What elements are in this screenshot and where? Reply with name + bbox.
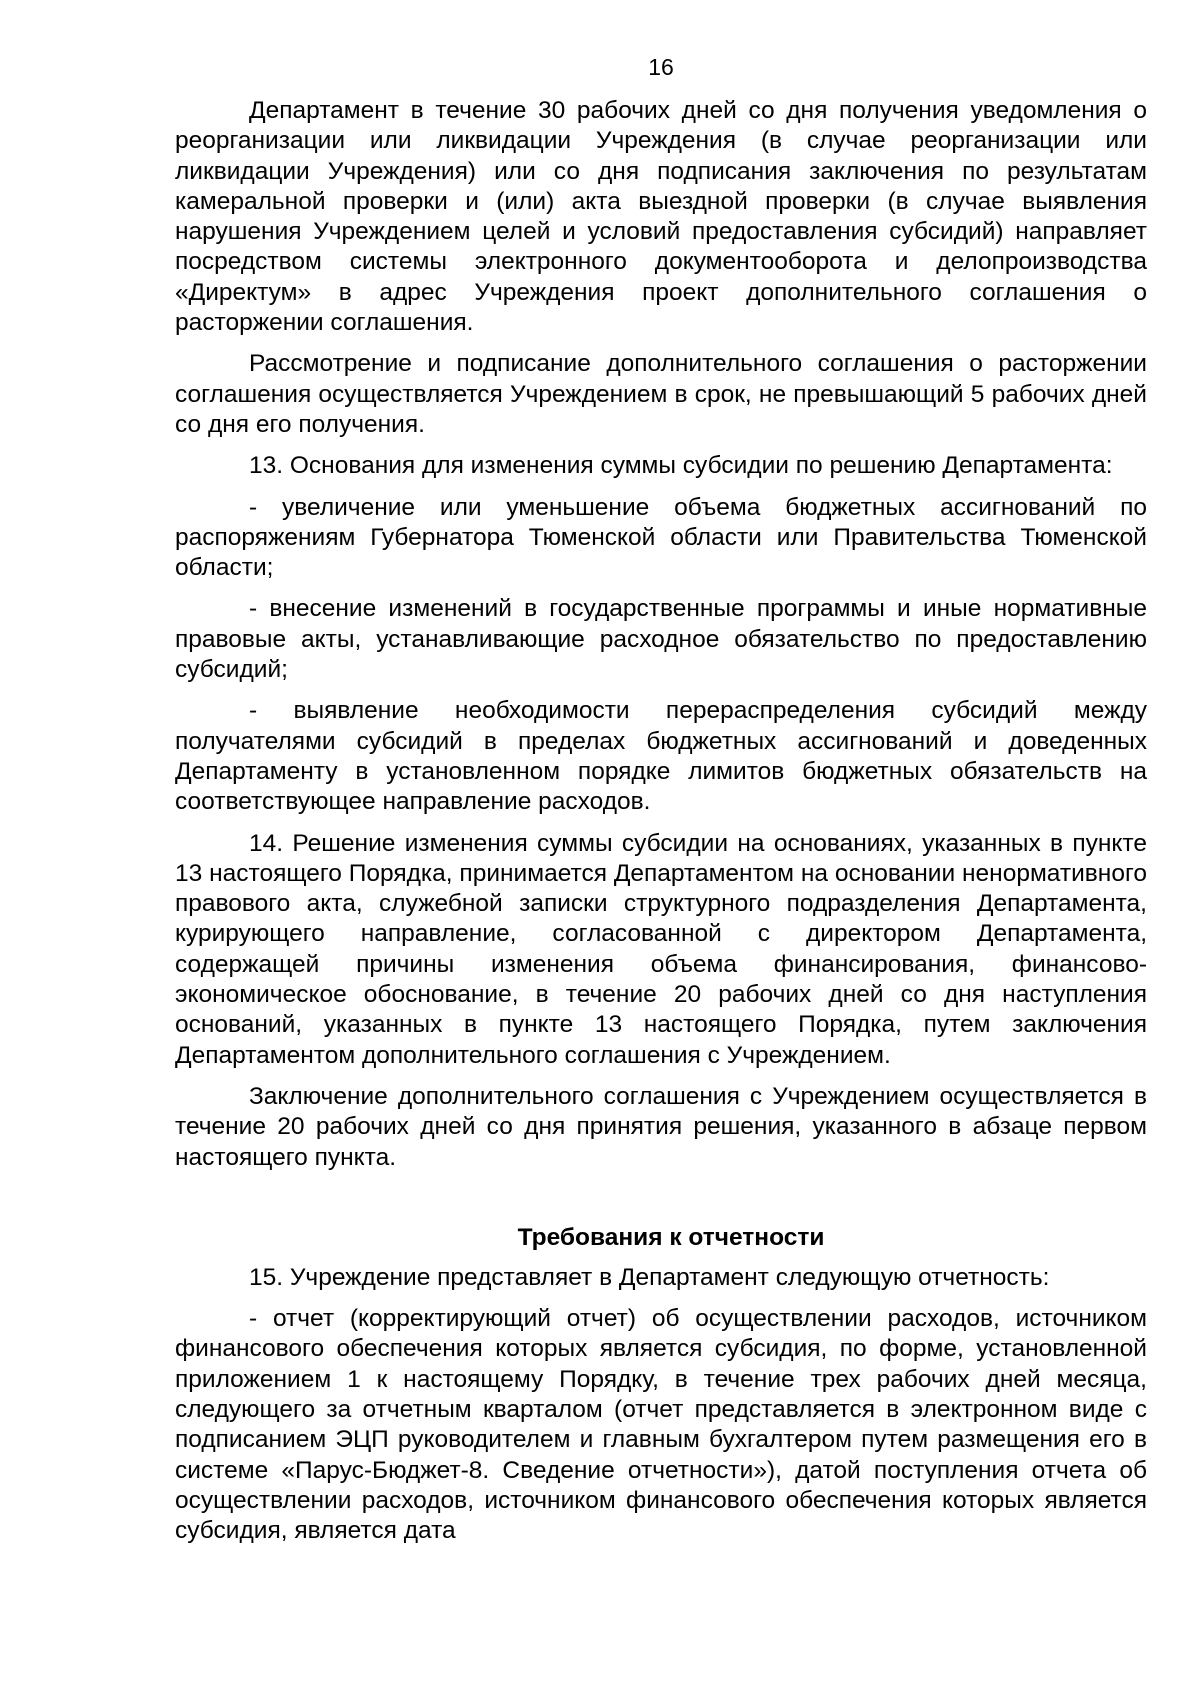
page-number: 16 bbox=[648, 54, 674, 80]
paragraph-item-13-bullet-2: - внесение изменений в государственные программы и иные нормативные правовые акты, устанавливающие расходное обязательство по предоставлению субсидий; bbox=[175, 595, 1147, 684]
document-page bbox=[175, 52, 1147, 1557]
paragraph-item-14-agreement: Заключение дополнительного соглашения с Учреждением осуществляется в течение 20 рабочих дней со дня принятия решения, указанного в абзаце первом настоящего пункта. bbox=[175, 1082, 1147, 1171]
paragraph-item-13-bullet-3: - выявление необходимости перераспределения субсидий между получателями субсидий в пределах бюджетных ассигнований и доведенных Департаменту в установленном порядке лимитов бюджетных обязательств на соответствующее направление расходов. bbox=[175, 697, 1147, 816]
paragraph-item-13-bullet-1: - увеличение или уменьшение объема бюджетных ассигнований по распоряжениям Губернатора Тюменской области или Правительства Тюменской области; bbox=[175, 493, 1147, 582]
paragraph-termination-review: Рассмотрение и подписание дополнительного соглашения о расторжении соглашения осуществляется Учреждением в срок, не превышающий 5 рабочих дней со дня его получения. bbox=[175, 350, 1147, 438]
paragraph-item-14: 14. Решение изменения суммы субсидии на основаниях, указанных в пункте 13 настоящего Порядка, принимается Департаментом на основании ненормативного правового акта, служебной записки структурного подразделения Департамента, курирующего направление, согласованной с директором Департамента, содержащей причины изменения объема финансирования, финансово-экономическое обоснование, в течение 20 рабочих дней со дня наступления оснований, указанных в пункте 13 настоящего Порядка, путем заключения Департаментом дополнительного соглашения с Учреждением. bbox=[175, 829, 1147, 1069]
paragraph-item-15: 15. Учреждение представляет в Департамент следующую отчетность: bbox=[249, 1263, 1050, 1291]
paragraph-item-13: 13. Основания для изменения суммы субсидии по решению Департамента: bbox=[249, 452, 1113, 480]
section-heading: Требования к отчетности bbox=[517, 1223, 825, 1251]
paragraph-termination-notice: Департамент в течение 30 рабочих дней со дня получения уведомления о реорганизации или ликвидации Учреждения (в случае реорганизации или ликвидации Учреждения) или со дня подписания заключения по результатам камеральной проверки и (или) акта выездной проверки (в случае выявления нарушения Учреждением целей и условий предоставления субсидий) направляет посредством системы электронного документооборота и делопроизводства «Директум» в адрес Учреждения проект дополнительного соглашения о расторжении соглашения. bbox=[175, 97, 1147, 337]
paragraph-item-15-bullet-1: - отчет (корректирующий отчет) об осуществлении расходов, источником финансового обеспечения которых является субсидия, по форме, установленной приложением 1 к настоящему Порядку, в течение трех рабочих дней месяца, следующего за отчетным кварталом (отчет представляется в электронном виде с подписанием ЭЦП руководителем и главным бухгалтером путем размещения его в системе «Парус-Бюджет-8. Сведение отчетности»), датой поступления отчета об осуществлении расходов, источником финансового обеспечения которых является субсидия, является дата bbox=[175, 1305, 1147, 1545]
